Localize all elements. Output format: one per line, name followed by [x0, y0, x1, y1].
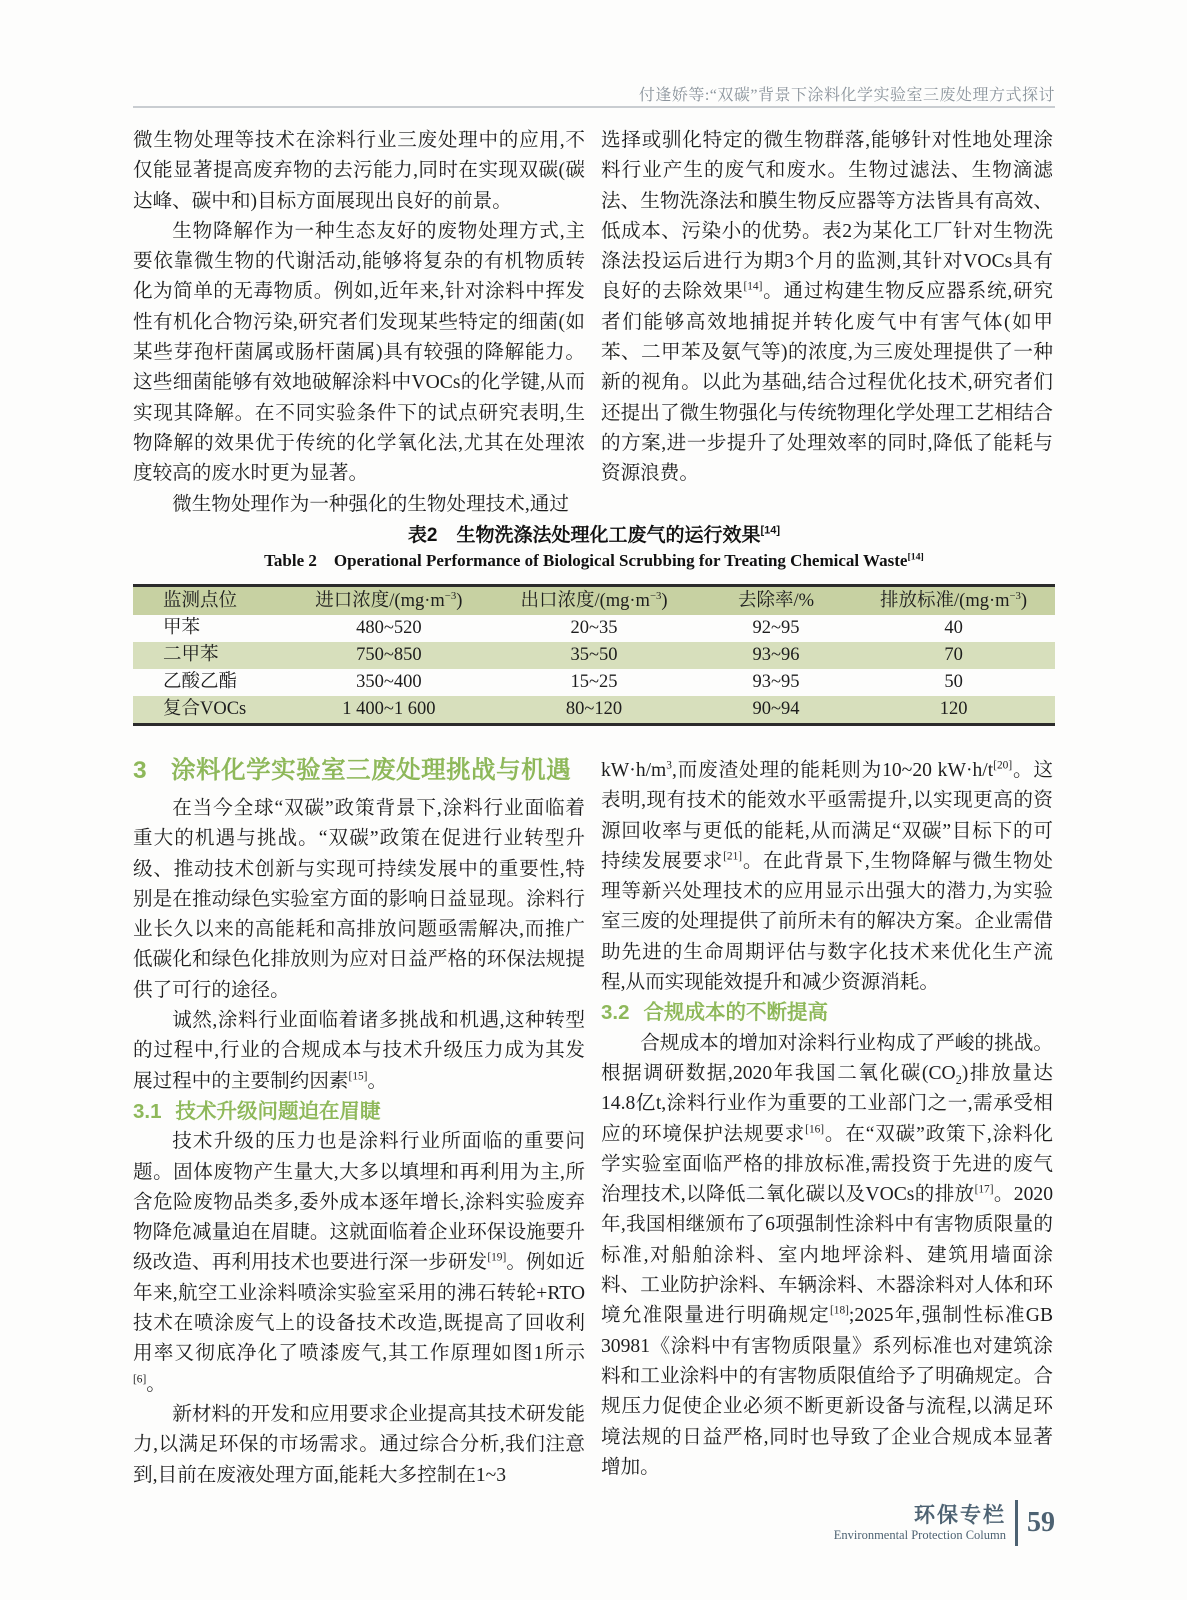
- page-footer: [834, 1500, 1055, 1546]
- running-head: 付逢娇等:“双碳”背景下涂料化学实验室三废处理方式探讨: [638, 87, 1055, 104]
- table-row: [133, 642, 1055, 669]
- section-title: 合规成本的不断提高: [643, 1001, 828, 1025]
- table-cell: 480~520: [356, 618, 422, 638]
- table-cell: 92~95: [752, 618, 800, 638]
- table2: [133, 584, 1055, 726]
- table-cell: 350~400: [356, 672, 422, 692]
- column-header: 进口浓度$/(mg\cdot m^{-3})$: [290, 586, 488, 616]
- table-cell: 93~95: [752, 672, 800, 692]
- body-paragraph: 诚然,涂料行业面临着诸多挑战和机遇,这种转型的过程中,行业的合规成本与技术升级压力成为其发展过程中的主要制约因素[15]。: [133, 1010, 585, 1092]
- body-paragraph: $kW\cdot h/m^3$,而废渣处理的能耗则为10~20 kW·h/t[20]。这表明,现有技术的能效水平亟需提升,以实现更高的资源回收率与更低的能耗,从而满足“双碳”目标下的可持续发展要求[21]。在此背景下,生物降解与微生物处理等新兴处理技术的应用显示出强大的潜力,为实验室三废的处理提供了前所未有的解决方案。企业需借助先进的生命周期评估与数字化技术来优化生产流程,从而实现能效提升和减少资源消耗。: [601, 759, 1054, 994]
- page-number: 59: [1027, 1507, 1055, 1538]
- table2-block: [133, 524, 1055, 726]
- body-paragraph: 微生物处理等技术在涂料行业三废处理中的应用,不仅能显著提高废弃物的去污能力,同时在实现双碳(碳达峰、碳中和)目标方面展现出良好的前景。: [133, 130, 585, 212]
- section-title: 技术升级问题迫在眉睫: [175, 1099, 381, 1123]
- column-header: 监测点位: [133, 586, 290, 616]
- column-header: 出口浓度$/(mg\cdot m^{-3})$: [488, 586, 700, 616]
- table-cell: 750~850: [356, 645, 422, 665]
- table-cell: 50: [944, 672, 963, 692]
- footer-label-en: Environmental Protection Column: [833, 1527, 1006, 1542]
- header-rule: [133, 106, 1055, 108]
- body-paragraph: 在当今全球“双碳”政策背景下,涂料行业面临着重大的机遇与挑战。“双碳”政策在促进行业转型升级、推动技术创新与实现可持续发展中的重要性,特别是在推动绿色实验室方面的影响日益显现。涂料行业长久以来的高能耗和高排放问题亟需解决,而推广低碳化和绿色化排放则为应对日益严格的环保法规提供了可行的途径。: [133, 798, 585, 1001]
- table-cell: 复合VOCs: [163, 699, 247, 719]
- left-column-section3: [133, 794, 585, 1491]
- table-cell: 93~96: [752, 645, 800, 665]
- table-cell: 二甲苯: [163, 645, 219, 665]
- column-header: 去除率/%: [700, 586, 852, 616]
- table-cell: 甲苯: [163, 618, 201, 638]
- right-column-section3: [601, 756, 1053, 1483]
- section-3-2-heading: [601, 998, 1053, 1028]
- body-paragraph: 合规成本的增加对涂料行业构成了严峻的挑战。根据调研数据,2020年我国二氧化碳$(CO_2)$排放量达14.8亿t,涂料行业作为重要的工业部门之一,需承受相应的环境保护法规要求[16]。在“双碳”政策下,涂料化学实验室面临严格的排放标准,需投资于先进的废气治理技术,以降低二氧化碳以及VOCs的排放[17]。2020年,我国相继颁布了6项强制性涂料中有害物质限量的标准,对船舶涂料、室内地坪涂料、建筑用墙面涂料、工业防护涂料、车辆涂料、木器涂料对人体和环境允准限量进行明确规定[18];2025年,强制性标准GB 30981《涂料中有害物质限量》系列标准也对建筑涂料和工业涂料中的有害物质限值给予了明确规定。合规压力促使企业必须不断更新设备与流程,以满足环境法规的日益严格,同时也导致了企业合规成本显著增加。: [601, 1032, 1054, 1478]
- table-row: [133, 696, 1055, 725]
- section-number: 3.2: [601, 1001, 630, 1025]
- body-paragraph: 新材料的开发和应用要求企业提高其技术研发能力,以满足环保的市场需求。通过综合分析,我们注意到,目前在废液处理方面,能耗大多控制在1~3: [133, 1403, 585, 1486]
- table-cell: 70: [944, 645, 963, 665]
- column-header: 排放标准$/(mg\cdot m^{-3})$: [852, 586, 1055, 616]
- body-paragraph: 生物降解作为一种生态友好的废物处理方式,主要依靠微生物的代谢活动,能够将复杂的有机物质转化为简单的无毒物质。例如,近年来,针对涂料中挥发性有机化合物污染,研究者们发现某些特定的细菌(如某些芽孢杆菌属或肠杆菌属)具有较强的降解能力。这些细菌能够有效地破解涂料中VOCs的化学键,从而实现其降解。在不同实验条件下的试点研究表明,生物降解的效果优于传统的化学氧化法,尤其在处理浓度较高的废水时更为显著。: [133, 220, 585, 485]
- section-3-heading: [133, 756, 571, 786]
- table-cell: 1 400~1 600: [342, 699, 436, 719]
- body-paragraph: 微生物处理作为一种强化的生物处理技术,通过: [172, 493, 569, 515]
- table-cell: 80~120: [565, 699, 623, 719]
- section-title: 涂料化学实验室三废处理挑战与机遇: [171, 757, 572, 784]
- left-column-top: [133, 126, 585, 520]
- section-3-1-heading: [133, 1097, 585, 1127]
- table-row: [133, 669, 1055, 696]
- body-paragraph: 技术升级的压力也是涂料行业所面临的重要问题。固体废物产生量大,大多以填埋和再利用为主,所含危险废物品类多,委外成本逐年增长,涂料实验废弃物降危减量迫在眉睫。这就面临着企业环保设施要升级改造、再利用技术也要进行深一步研发[19]。例如近年来,航空工业涂料喷涂实验室采用的沸石转轮+RTO技术在喷涂废气上的设备技术改造,既提高了回收利用率又彻底净化了喷漆废气,其工作原理如图1所示[6]。: [133, 1131, 586, 1395]
- table-cell: 35~50: [570, 645, 618, 665]
- table-title-en: Table 2 Operational Performance of Biological Scrubbing for Treating Chemical Waste[14]: [264, 551, 924, 570]
- section-number: 3: [133, 757, 148, 784]
- right-column-top: [601, 126, 1053, 490]
- table2-body: [133, 615, 1055, 725]
- table2-header: [133, 586, 1055, 616]
- table-cell: 20~35: [570, 618, 618, 638]
- table-cell: 15~25: [570, 672, 618, 692]
- table-cell: 90~94: [752, 699, 800, 719]
- footer-divider-bar: [1015, 1500, 1018, 1546]
- section-number: 3.1: [133, 1099, 162, 1123]
- body-paragraph: 选择或驯化特定的微生物群落,能够针对性地处理涂料行业产生的废气和废水。生物过滤法、生物滴滤法、生物洗涤法和膜生物反应器等方法皆具有高效、低成本、污染小的优势。表2为某化工厂针对生物洗涤法投运后进行为期3个月的监测,其针对VOCs具有良好的去除效果[14]。通过构建生物反应器系统,研究者们能够高效地捕捉并转化废气中有害气体(如甲苯、二甲苯及氨气等)的浓度,为三废处理提供了一种新的视角。以此为基础,结合过程优化技术,研究者们还提出了微生物强化与传统物理化学处理工艺相结合的方案,进一步提升了处理效率的同时,降低了能耗与资源浪费。: [601, 130, 1053, 485]
- table-cell: 乙酸乙酯: [163, 672, 238, 692]
- footer-column-label: [834, 1505, 1006, 1542]
- footer-label-cn: 环保专栏: [914, 1503, 1006, 1527]
- table-row: [133, 615, 1055, 642]
- table-title-cn: 表2 生物洗涤法处理化工废气的运行效果[14]: [407, 524, 781, 546]
- table-cell: 40: [944, 618, 963, 638]
- table-cell: 120: [939, 699, 968, 719]
